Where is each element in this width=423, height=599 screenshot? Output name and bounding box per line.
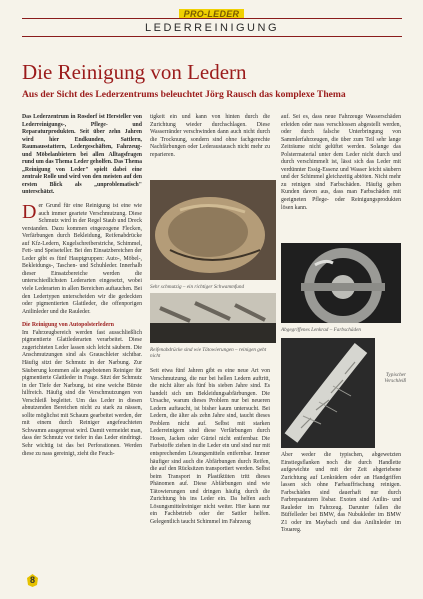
section-title: LEDERREINIGUNG: [144, 22, 280, 34]
photo-cracked-leather-image: [281, 338, 375, 448]
intro-paragraph: Das Lederzentrum in Rosdorf ist Hersteller von Lederreinigungs-, Pflege- und Reparaturprodukten. Seit über zehn Jahren wird hier Endkunden, Sattlern, Raumausstattern, Ledergeschäften, Fahrzeug- und Möbelanbietern bei allen Alltagsfragen rund um das Thema Leder geholfen. Das Thema „Reinigung von Leder" spielt dabei eine zentrale Rolle und wird von den meisten auf den ersten Blick als „unproblematisch" unterschätzt.: [22, 114, 142, 196]
photo-cracked-leather: [281, 338, 375, 448]
caption-photo-1: Sehr schmutzig – ein richtiger Schwammfund: [150, 284, 245, 290]
column-1: [22, 114, 142, 464]
caption-photo-3: Abgegriffenes Lenkrad – Farbschäden: [281, 327, 361, 333]
column-3-top: [281, 114, 401, 218]
brand-logo-text: PRO-LEDER: [179, 9, 245, 19]
header-rule-top: [22, 18, 402, 19]
article-title: Die Reinigung von Ledern: [22, 60, 247, 84]
caption-photo-2: Reifenabdrücke sind wie Tätowierungen – reinigen geht nicht: [150, 347, 267, 359]
section-header: [22, 18, 402, 37]
body-paragraph: auf. Sei es, dass neue Fahrzeuge Wasserschäden erleiden oder nass verschlossen abgestellt werden, oder durch falsche Unterbringung von Sammlerfahrzeugen, die über zum Teil sehr lange Zeiträume nicht gelüftet werden. Solange das Polstermaterial unter dem Leder nicht durch und durch verschimmelt ist, lässt sich das Leder mit verdünnter Essig-Essenz und Wasser leicht säubern und der Schimmel gleichzeitig abtöten. Nicht mehr zu reinigen sind Farbschäden. Häufig gehen Kunden davon aus, dass man Farbschäden mit geeigneten Pflege- oder Reinigungsprodukten lösen kann.: [281, 114, 401, 211]
photo-dirty-seat: [150, 180, 276, 280]
photo-steering-wheel: [281, 243, 401, 323]
caption-photo-4: Typischer Verschleiß: [384, 372, 406, 384]
section-subheading: Die Reinigung von Autopolsterledern: [22, 322, 114, 329]
body-paragraph: tigkeit ein und kann von hinten durch die Zurichtung wieder durchschlagen. Diese Wasserränder verschwinden dann auch nicht durch die Trocknung, sondern sind ohne fachgerechte Nachfärbungen oder Lederaustausch nicht mehr zu reparieren.: [150, 114, 270, 158]
column-2-bottom: [150, 368, 270, 532]
photo-tire-marks-image: [150, 293, 276, 343]
article-subtitle: Aus der Sicht des Lederzentrums beleuchtet Jörg Rausch das komplexe Thema: [22, 89, 346, 100]
body-paragraph: Aber weder die typischen, abgewetzten Einstiegsflanken noch die durch Handlette aufgewichte und mit der Zeit abgeriebene Zurichtung auf Lenkrädern oder an Handgriffen lassen sich ohne Farbauffrischung reinigen. Farbschäden sind dauerhaft nur durch Farbreparaturen lösbar. Exoten sind Anilin- und Rauleder im Fahrzeug. Darunter fallen die Büffelleder bei BMW, das Nubukleder im BMW Z1 oder im Maybach und das Anilinleder im Touareg.: [281, 452, 401, 534]
column-2-top: [150, 114, 270, 165]
body-text: er Grund für eine Reinigung ist eine wie auch immer geartete Verschmutzung. Diese Schmutz wird in der Regel Staub und Dreck verstanden. Dazu kommen eingezogene Flecken, Verfärbungen durch Bekleidung, Reifenabdrücke auf Kfz-Ledern, Kugelschreiberstriche, Schimmel, Fett- und Speiseteller. Bei den Einsatzbereichen der Leder gibt es fünf Hauptgruppen: Auto-, Möbel-, Bekleidungs-, Taschen- und Schuhleder. Innerhalb dieser Einsatzbereiche werden die unterschiedlichsten Lederarten eingesetzt, wobei viele Lederarten in allen Bereichen auftauchen. Bei den Ledertypen unterscheiden wir die gedeckten oder pigmentierten Glattleder, die offenporigen Anilinleder und die Rauleder.: [22, 203, 142, 315]
header-rule-bottom: [22, 36, 402, 37]
photo-steering-wheel-image: [281, 243, 401, 323]
body-paragraph: [22, 203, 142, 316]
body-paragraph: Im Fahrzeugbereich werden fast ausschließlich pigmentierte Glattlederarten verarbeitet. Diese zugerichteten Leder lassen sich leicht säubern. Die Anschmutzungen sind als Grauschleier sichtbar. Häufig sitzt der Schmutz in der Narbung. Zur Säuberung kommen alle angebotenen Reiniger für pigmentierte Glattleder in Frage. Sitzt der Schmutz in der Tiefe der Narbung, ist eine weiche Bürste hilfreich. Häufig sind die Verschmutzungen von Verschleiß begleitet. Um das Leder in diesen abnutzenden Bereichen nicht zu stark zu nässen, sollte möglichst mit Schaum gearbeitet werden, der mit einem durch Reiniger angefeuchteten Schwamm ausgepresst wird. Damit vermeidet man, dass der Schmutz vor tiefer in das Leder eindringt. Sehr wichtig ist das bei Perforationen. Werden diese zu nass gereinigt, zieht die Feuch-: [22, 329, 142, 457]
photo-tire-marks: [150, 293, 276, 343]
page-number: 8: [29, 575, 35, 585]
drop-cap: D: [22, 201, 37, 224]
column-3-bottom: [281, 452, 401, 541]
photo-dirty-seat-image: [150, 180, 276, 280]
body-paragraph: Seit etwa fünf Jahren gibt es eine neue Art von Verschmutzung, die nur bei hellen Ledern auftritt, die nicht älter als fünf bis sieben Jahre sind. Es handelt sich um Bekleidungsabfärbungen. Die Ursache, warum dieses Problem nur bei neueren Ledern auftaucht, ist bisher kaum untersucht. Bei Ledern, die älter als zehn Jahre sind, taucht dieses Problem nicht auf. Selbst mit starken Lederreinigern sind diese Verfärbungen durch Hosen, Jacken oder Gürtel nicht entfernbar. Die Farbstoffe ziehen in die Leder ein und sind nur mit entsprechenden Lösungsmitteln entfernbar. Immer häufiger sind auch die Abfärbungen durch Reifen, die auf den Rücksitzen transportiert werden. Selbst beim Transport in Plastiktüten tritt dieses Phänomen auf. Diese Abfärbungen sind wie Tätowierungen und dringen häufig durch die Zurichtung bis ins Leder ein. Da helfen auch Lösungsmittelreiniger nicht weiter. Hier kann nur ein Fachbetrieb oder der Sattler helfen. Gelegentlich taucht Schimmel im Fahrzeug: [150, 368, 270, 525]
